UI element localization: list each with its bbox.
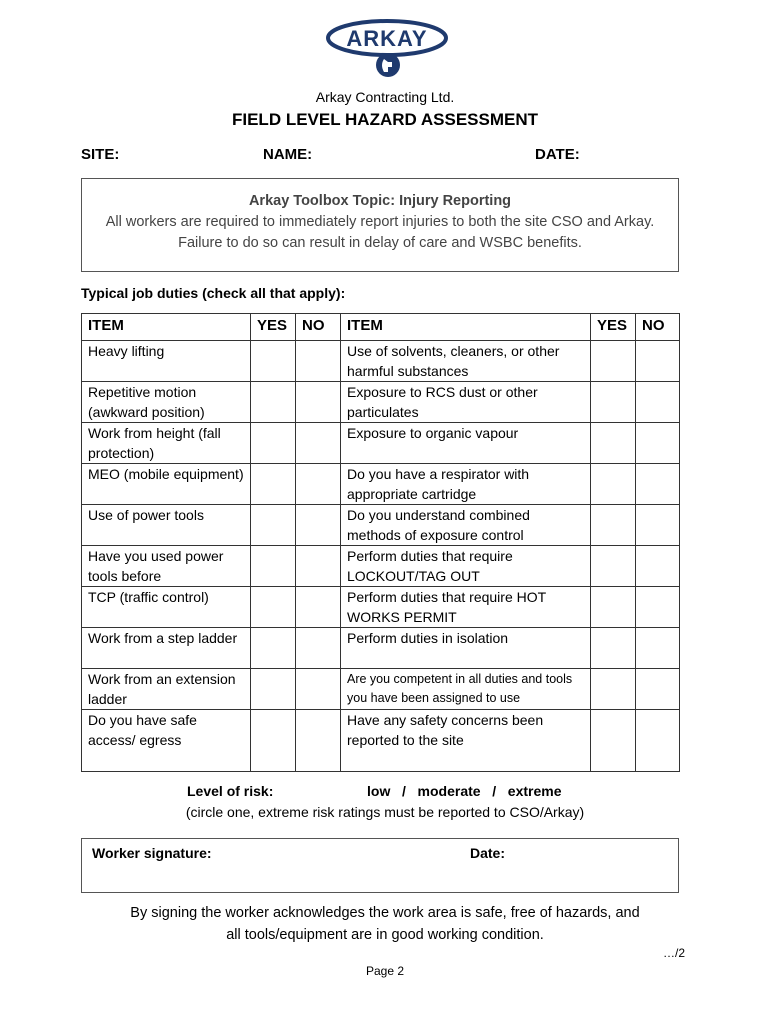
toolbox-topic-line-2: Failure to do so can result in delay of care and WSBC benefits. — [178, 235, 582, 251]
job-duties-table — [81, 313, 680, 772]
duties-label: Typical job duties (check all that apply): — [81, 285, 346, 301]
no-checkbox-cell[interactable] — [636, 505, 680, 546]
no-checkbox-cell[interactable] — [636, 341, 680, 382]
name-field-label: NAME: — [263, 146, 313, 163]
table-row — [82, 341, 680, 382]
site-field-label: SITE: — [81, 146, 120, 163]
duty-item: Do you have safe access/ egress — [82, 710, 251, 772]
yes-checkbox-cell[interactable] — [591, 587, 636, 628]
yes-checkbox-cell[interactable] — [591, 669, 636, 710]
duty-item: MEO (mobile equipment) — [82, 464, 251, 505]
table-row — [82, 710, 680, 772]
duty-item: Use of power tools — [82, 505, 251, 546]
column-header-no: NO — [296, 314, 341, 341]
duty-item: Heavy lifting — [82, 341, 251, 382]
no-checkbox-cell[interactable] — [296, 423, 341, 464]
toolbox-topic-line-1: All workers are required to immediately report injuries to both the site CSO and Arkay. — [105, 214, 655, 230]
acknowledgement-text — [0, 902, 770, 946]
yes-checkbox-cell[interactable] — [251, 341, 296, 382]
yes-checkbox-cell[interactable] — [591, 628, 636, 669]
duty-item: Exposure to RCS dust or other particulates — [341, 382, 591, 423]
risk-level-label: Level of risk: — [187, 783, 274, 799]
logo-text: ARKAY — [346, 26, 428, 51]
yes-checkbox-cell[interactable] — [591, 710, 636, 772]
table-row — [82, 587, 680, 628]
acknowledgement-line-1: By signing the worker acknowledges the work area is safe, free of hazards, and — [130, 905, 640, 921]
yes-checkbox-cell[interactable] — [591, 464, 636, 505]
continuation-marker: …/2 — [663, 946, 686, 960]
page-number: Page 2 — [365, 964, 405, 978]
no-checkbox-cell[interactable] — [296, 382, 341, 423]
risk-level-options[interactable]: low / moderate / extreme — [367, 783, 562, 799]
no-checkbox-cell[interactable] — [636, 423, 680, 464]
duty-item: Perform duties that require LOCKOUT/TAG OUT — [341, 546, 591, 587]
column-header-yes: YES — [251, 314, 296, 341]
yes-checkbox-cell[interactable] — [251, 587, 296, 628]
duty-item: Work from height (fall protection) — [82, 423, 251, 464]
toolbox-topic-box — [81, 178, 679, 272]
duty-item: Use of solvents, cleaners, or other harmful substances — [341, 341, 591, 382]
duty-item: Do you have a respirator with appropriate cartridge — [341, 464, 591, 505]
duty-item: Perform duties in isolation — [341, 628, 591, 669]
form-title: FIELD LEVEL HAZARD ASSESSMENT — [231, 110, 539, 129]
no-checkbox-cell[interactable] — [296, 669, 341, 710]
no-checkbox-cell[interactable] — [636, 669, 680, 710]
acknowledgement-line-2: all tools/equipment are in good working condition. — [226, 927, 544, 943]
table-row — [82, 628, 680, 669]
table-row — [82, 505, 680, 546]
signature-box[interactable] — [81, 838, 679, 893]
duty-item: TCP (traffic control) — [82, 587, 251, 628]
no-checkbox-cell[interactable] — [296, 505, 341, 546]
duty-item: Exposure to organic vapour — [341, 423, 591, 464]
duty-item: Perform duties that require HOT WORKS PERMIT — [341, 587, 591, 628]
yes-checkbox-cell[interactable] — [591, 341, 636, 382]
yes-checkbox-cell[interactable] — [251, 505, 296, 546]
table-row — [82, 423, 680, 464]
duty-item: Do you understand combined methods of exposure control — [341, 505, 591, 546]
worker-signature-label: Worker signature: — [92, 845, 212, 861]
date-field-label: DATE: — [535, 146, 580, 163]
no-checkbox-cell[interactable] — [296, 710, 341, 772]
table-row — [82, 464, 680, 505]
yes-checkbox-cell[interactable] — [591, 423, 636, 464]
no-checkbox-cell[interactable] — [296, 341, 341, 382]
table-header-row — [82, 314, 680, 341]
yes-checkbox-cell[interactable] — [591, 546, 636, 587]
arkay-logo — [326, 18, 448, 80]
no-checkbox-cell[interactable] — [296, 587, 341, 628]
no-checkbox-cell[interactable] — [296, 628, 341, 669]
yes-checkbox-cell[interactable] — [251, 464, 296, 505]
yes-checkbox-cell[interactable] — [251, 710, 296, 772]
yes-checkbox-cell[interactable] — [251, 546, 296, 587]
column-header-yes: YES — [591, 314, 636, 341]
no-checkbox-cell[interactable] — [636, 587, 680, 628]
no-checkbox-cell[interactable] — [636, 546, 680, 587]
no-checkbox-cell[interactable] — [296, 464, 341, 505]
no-checkbox-cell[interactable] — [636, 628, 680, 669]
duty-item: Have any safety concerns been reported to the site — [341, 710, 591, 772]
column-header-item: ITEM — [82, 314, 251, 341]
company-name: Arkay Contracting Ltd. — [315, 89, 455, 105]
toolbox-topic-title: Arkay Toolbox Topic: Injury Reporting — [248, 193, 512, 209]
duty-item: Work from an extension ladder — [82, 669, 251, 710]
duty-item: Are you competent in all duties and tools you have been assigned to use — [341, 669, 591, 710]
duty-item: Repetitive motion (awkward position) — [82, 382, 251, 423]
no-checkbox-cell[interactable] — [636, 382, 680, 423]
no-checkbox-cell[interactable] — [636, 464, 680, 505]
yes-checkbox-cell[interactable] — [251, 382, 296, 423]
yes-checkbox-cell[interactable] — [251, 628, 296, 669]
yes-checkbox-cell[interactable] — [591, 382, 636, 423]
yes-checkbox-cell[interactable] — [251, 423, 296, 464]
table-row — [82, 669, 680, 710]
yes-checkbox-cell[interactable] — [251, 669, 296, 710]
yes-checkbox-cell[interactable] — [591, 505, 636, 546]
column-header-no: NO — [636, 314, 680, 341]
signature-date-label: Date: — [470, 845, 506, 861]
no-checkbox-cell[interactable] — [296, 546, 341, 587]
no-checkbox-cell[interactable] — [636, 710, 680, 772]
duty-item: Have you used power tools before — [82, 546, 251, 587]
risk-level-note: (circle one, extreme risk ratings must be reported to CSO/Arkay) — [185, 804, 585, 820]
table-row — [82, 382, 680, 423]
column-header-item: ITEM — [341, 314, 591, 341]
table-row — [82, 546, 680, 587]
duty-item: Work from a step ladder — [82, 628, 251, 669]
